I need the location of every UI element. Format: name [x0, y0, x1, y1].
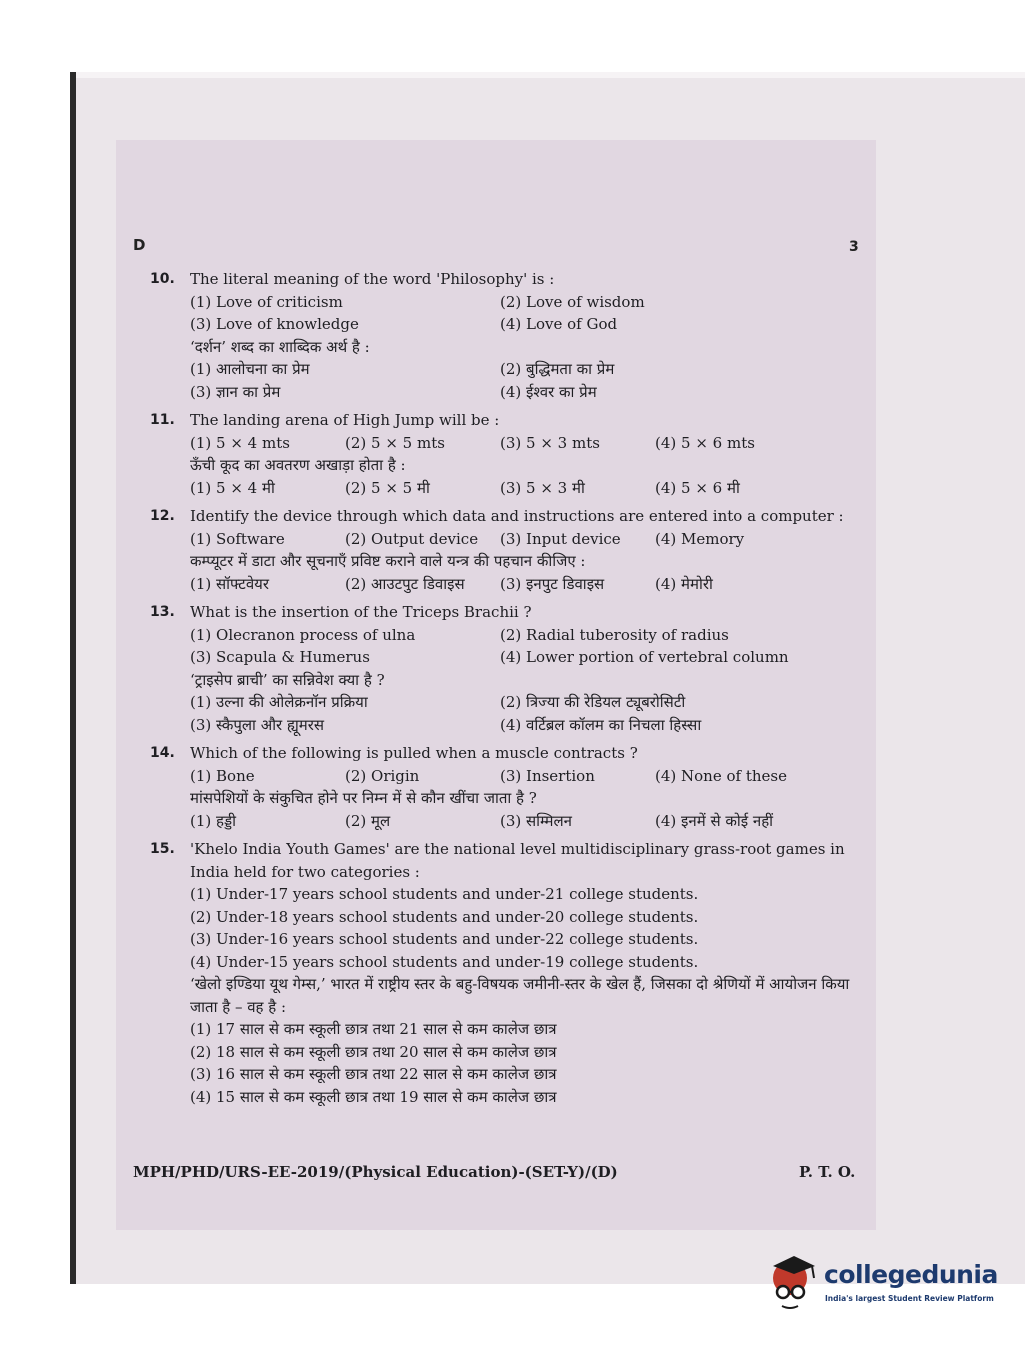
question-stem-en: 'Khelo India Youth Games' are the national level multidisciplinary grass-root games in India held for two categories : — [190, 840, 845, 881]
options-en — [190, 528, 860, 551]
option-4-en: (4) 5 × 6 mts — [655, 433, 755, 452]
option-3-en: (3) Input device — [500, 529, 621, 548]
options-hi — [190, 1018, 860, 1108]
options-en — [190, 624, 860, 669]
option-2-en: (2) 5 × 5 mts — [345, 433, 445, 452]
option-1-en: (1) Bone — [190, 766, 255, 785]
question-stem-en: Which of the following is pulled when a muscle contracts ? — [190, 744, 638, 762]
option-1-hi: (1) 5 × 4 मी — [190, 478, 275, 497]
student-mascot-icon — [768, 1252, 820, 1312]
option-2-en: (2) Output device — [345, 529, 479, 548]
option-2-en: (2) Under-18 years school students and under-20 college students. — [190, 907, 699, 926]
option-1-hi: (1) हड्डी — [190, 811, 236, 830]
question-12 — [150, 505, 860, 595]
question-14 — [150, 742, 860, 832]
option-4-en: (4) Memory — [655, 529, 745, 548]
option-1-hi: (1) सॉफ्टवेयर — [190, 574, 269, 593]
option-4-hi: (4) इनमें से कोई नहीं — [655, 811, 774, 830]
option-4-en: (4) Lower portion of vertebral column — [500, 648, 789, 666]
option-4-en: (4) Love of God — [500, 315, 618, 333]
question-number: 10. — [150, 271, 175, 287]
options-hi — [190, 691, 860, 736]
option-3-en: (3) Scapula & Humerus — [190, 648, 370, 666]
option-4-hi: (4) मेमोरी — [655, 574, 713, 593]
option-3-en: (3) Under-16 years school students and under-22 college students. — [190, 930, 699, 948]
option-4-en: (4) None of these — [655, 766, 787, 785]
option-1-hi: (1) उल्ना की ओलेक्रनॉन प्रक्रिया — [190, 693, 368, 711]
question-13 — [150, 601, 860, 736]
options-hi — [190, 358, 860, 403]
option-2-en: (2) Origin — [345, 766, 420, 785]
option-3-hi: (3) स्कैपुला और ह्यूमरस — [190, 715, 325, 734]
question-stem-en: The literal meaning of the word 'Philosophy' is : — [190, 270, 555, 288]
option-3-en: (3) Insertion — [500, 766, 595, 785]
option-3-hi: (3) 5 × 3 मी — [500, 478, 585, 497]
option-3-en: (3) 5 × 3 mts — [500, 433, 600, 452]
page-number: 3 — [849, 239, 859, 255]
question-11 — [150, 409, 860, 499]
question-number: 12. — [150, 508, 175, 524]
question-number: 15. — [150, 841, 175, 857]
question-10 — [150, 268, 860, 403]
question-stem-en: What is the insertion of the Triceps Brachii ? — [190, 603, 532, 621]
option-4-en: (4) Under-15 years school students and under-19 college students. — [190, 952, 699, 971]
options-hi — [190, 477, 860, 500]
option-1-en: (1) Olecranon process of ulna — [190, 625, 416, 644]
scan-left-edge — [70, 72, 76, 1284]
question-stem-hi: मांसपेशियों के संकुचित होने पर निम्न में से कौन खींचा जाता है ? — [190, 789, 537, 807]
option-3-hi: (3) इनपुट डिवाइस — [500, 574, 605, 593]
option-2-hi: (2) आउटपुट डिवाइस — [345, 574, 465, 593]
option-2-hi: (2) मूल — [345, 811, 391, 830]
question-stem-hi: ‘ट्राइसेप ब्राची’ का सन्निवेश क्या है ? — [190, 670, 385, 689]
option-1-en: (1) 5 × 4 mts — [190, 433, 290, 452]
options-en — [190, 432, 860, 455]
options-en — [190, 883, 860, 973]
pto-label: P. T. O. — [799, 1163, 856, 1181]
logo-tagline: India's largest Student Review Platform — [825, 1294, 994, 1303]
question-stem-en: Identify the device through which data and instructions are entered into a computer : — [190, 507, 844, 525]
question-stem-en: The landing arena of High Jump will be : — [190, 411, 500, 429]
option-2-hi: (2) त्रिज्या की रेडियल ट्यूबरोसिटी — [500, 693, 686, 711]
option-3-hi: (3) 16 साल से कम स्कूली छात्र तथा 22 साल से कम कालेज छात्र — [190, 1065, 557, 1083]
option-4-hi: (4) 15 साल से कम स्कूली छात्र तथा 19 साल से कम कालेज छात्र — [190, 1087, 557, 1106]
option-1-hi: (1) 17 साल से कम स्कूली छात्र तथा 21 साल से कम कालेज छात्र — [190, 1020, 557, 1038]
question-stem-hi: ‘दर्शन’ शब्द का शाब्दिक अर्थ है : — [190, 337, 370, 356]
option-2-en: (2) Love of wisdom — [500, 292, 645, 311]
option-1-en: (1) Love of criticism — [190, 292, 343, 311]
option-2-en: (2) Radial tuberosity of radius — [500, 625, 729, 644]
option-3-hi: (3) ज्ञान का प्रेम — [190, 382, 281, 401]
option-2-hi: (2) 5 × 5 मी — [345, 478, 430, 497]
question-number: 11. — [150, 412, 175, 428]
option-2-hi: (2) 18 साल से कम स्कूली छात्र तथा 20 साल से कम कालेज छात्र — [190, 1042, 557, 1061]
logo-wordmark: collegedunia — [824, 1260, 998, 1289]
question-15 — [150, 838, 860, 1108]
set-letter: D — [133, 236, 146, 254]
paper-code: MPH/PHD/URS-EE-2019/(Physical Education)-(SET-Y)/(D) — [133, 1163, 618, 1181]
options-hi — [190, 810, 860, 833]
option-3-en: (3) Love of knowledge — [190, 315, 359, 333]
question-stem-hi: ‘खेलो इण्डिया यूथ गेम्स,’ भारत में राष्ट्रीय स्तर के बहु-विषयक जमीनी-स्तर के खेल हैं, जिसका दो श्रेणियों में आयोजन किया जाता है – वह है : — [190, 975, 850, 1016]
options-en — [190, 765, 860, 788]
question-stem-hi: ऊँची कूद का अवतरण अखाड़ा होता है : — [190, 456, 406, 474]
options-hi — [190, 573, 860, 596]
option-2-hi: (2) बुद्धिमता का प्रेम — [500, 360, 615, 378]
question-list — [150, 268, 860, 1114]
option-1-hi: (1) आलोचना का प्रेम — [190, 360, 310, 378]
collegedunia-logo — [768, 1252, 998, 1312]
options-en — [190, 291, 860, 336]
option-1-en: (1) Under-17 years school students and under-21 college students. — [190, 885, 699, 903]
option-4-hi: (4) वर्टिब्रल कॉलम का निचला हिस्सा — [500, 715, 702, 734]
option-4-hi: (4) 5 × 6 मी — [655, 478, 740, 497]
scan-top-edge — [70, 72, 1025, 78]
option-3-hi: (3) सम्मिलन — [500, 811, 572, 830]
option-4-hi: (4) ईश्वर का प्रेम — [500, 382, 597, 401]
question-number: 14. — [150, 745, 175, 761]
option-1-en: (1) Software — [190, 529, 285, 548]
question-number: 13. — [150, 604, 175, 620]
question-stem-hi: कम्प्यूटर में डाटा और सूचनाएँ प्रविष्ट कराने वाले यन्त्र की पहचान कीजिए : — [190, 552, 586, 570]
